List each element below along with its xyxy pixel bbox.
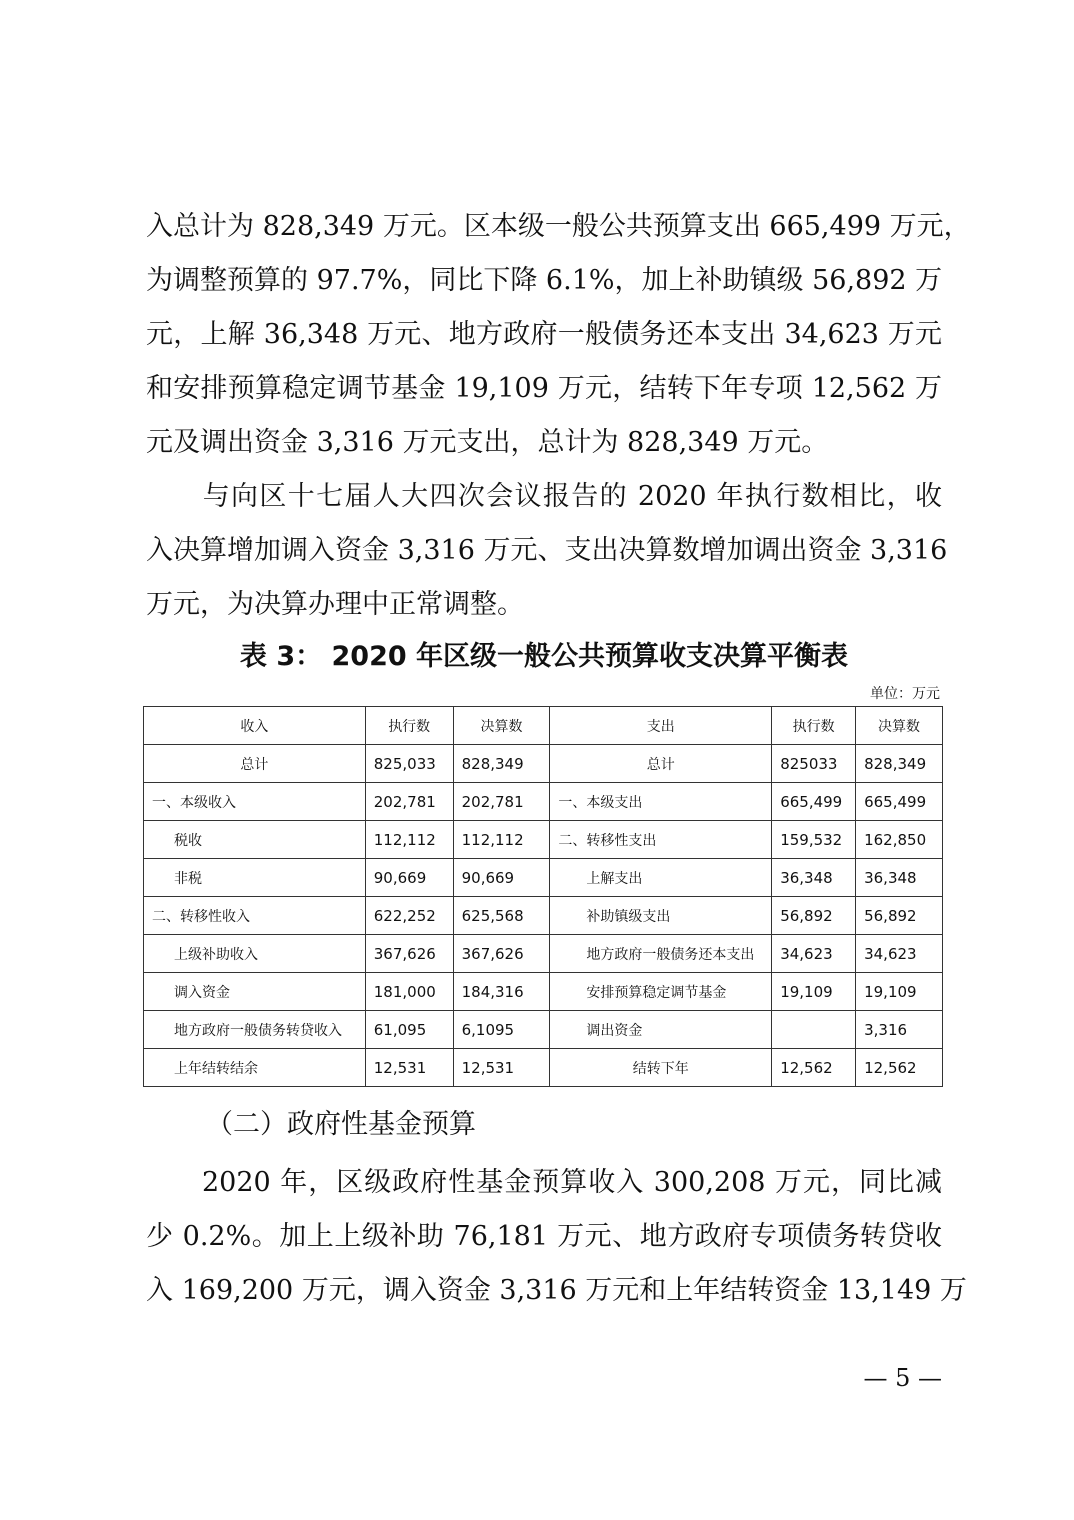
table-cell: 90,669 <box>365 859 453 897</box>
table-cell: 36,348 <box>772 859 856 897</box>
table-title: 表 3： 2020 年区级一般公共预算收支决算平衡表 <box>239 641 849 672</box>
table-cell: 地方政府一般债务转贷收入 <box>144 1011 366 1049</box>
header-cell: 收入 <box>144 707 366 745</box>
table-cell: 12,531 <box>453 1049 550 1087</box>
table-cell: 828,349 <box>453 745 550 783</box>
table-cell: 补助镇级支出 <box>550 897 772 935</box>
header-cell: 决算数 <box>453 707 550 745</box>
table-cell: 3,316 <box>856 1011 943 1049</box>
table-cell: 上级补助收入 <box>144 935 366 973</box>
table-cell: 12,562 <box>856 1049 943 1087</box>
table-cell: 184,316 <box>453 973 550 1011</box>
table-cell: 181,000 <box>365 973 453 1011</box>
paragraph-line: 元，上解 36,348 万元、地方政府一般债务还本支出 34,623 万元 <box>146 319 942 350</box>
table-cell: 625,568 <box>453 897 550 935</box>
table-cell: 12,531 <box>365 1049 453 1087</box>
table-cell: 调入资金 <box>144 973 366 1011</box>
table-cell: 34,623 <box>856 935 943 973</box>
paragraph-2 <box>146 470 948 632</box>
section-heading: （二）政府性基金预算 <box>206 1109 476 1140</box>
table-cell: 202,781 <box>453 783 550 821</box>
table-cell: 825033 <box>772 745 856 783</box>
table-row <box>144 897 943 935</box>
table-row <box>144 973 943 1011</box>
table-cell: 665,499 <box>772 783 856 821</box>
paragraph-line: 元及调出资金 3,316 万元支出，总计为 828,349 万元。 <box>146 427 829 458</box>
paragraph-line: 入 169,200 万元，调入资金 3,316 万元和上年结转资金 13,149 万 <box>146 1275 967 1306</box>
paragraph-line: 与向区十七届人大四次会议报告的 2020 年执行数相比，收 <box>146 481 942 512</box>
table-cell: 总计 <box>550 745 772 783</box>
table-row <box>144 783 943 821</box>
table-row <box>144 1011 943 1049</box>
table-cell: 安排预算稳定调节基金 <box>550 973 772 1011</box>
table-row <box>144 1049 943 1087</box>
page-number: — 5 — <box>863 1364 942 1392</box>
table-cell: 61,095 <box>365 1011 453 1049</box>
table-row <box>144 745 943 783</box>
table-cell: 367,626 <box>365 935 453 973</box>
table-cell: 622,252 <box>365 897 453 935</box>
table-cell: 上解支出 <box>550 859 772 897</box>
header-cell: 执行数 <box>772 707 856 745</box>
paragraph-line: 万元，为决算办理中正常调整。 <box>146 589 524 620</box>
table-cell: 调出资金 <box>550 1011 772 1049</box>
paragraph-1 <box>146 200 971 470</box>
paragraph-line: 入决算增加调入资金 3,316 万元、支出决算数增加调出资金 3,316 <box>146 535 948 566</box>
table-row <box>144 859 943 897</box>
paragraph-line: 为调整预算的 97.7%，同比下降 6.1%，加上补助镇级 56,892 万 <box>146 265 943 296</box>
table-cell: 825,033 <box>365 745 453 783</box>
table-cell: 34,623 <box>772 935 856 973</box>
table-cell: 367,626 <box>453 935 550 973</box>
table-header-row <box>144 707 943 745</box>
table-cell: 112,112 <box>453 821 550 859</box>
table-cell: 19,109 <box>856 973 943 1011</box>
header-cell: 执行数 <box>365 707 453 745</box>
table-cell: 一、本级支出 <box>550 783 772 821</box>
table-cell: 总计 <box>144 745 366 783</box>
table-cell: 828,349 <box>856 745 943 783</box>
table-cell: 90,669 <box>453 859 550 897</box>
header-cell: 支出 <box>550 707 772 745</box>
table-row <box>144 935 943 973</box>
table-cell: 一、本级收入 <box>144 783 366 821</box>
paragraph-line: 和安排预算稳定调节基金 19,109 万元，结转下年专项 12,562 万 <box>146 373 942 404</box>
table-cell: 非税 <box>144 859 366 897</box>
table-cell: 162,850 <box>856 821 943 859</box>
budget-balance-table <box>143 706 943 1087</box>
table-cell: 结转下年 <box>550 1049 772 1087</box>
table-cell: 二、转移性支出 <box>550 821 772 859</box>
table-cell: 36,348 <box>856 859 943 897</box>
table-cell: 上年结转结余 <box>144 1049 366 1087</box>
table-cell: 56,892 <box>856 897 943 935</box>
table-cell: 19,109 <box>772 973 856 1011</box>
header-cell: 决算数 <box>856 707 943 745</box>
table-row <box>144 821 943 859</box>
table-cell: 56,892 <box>772 897 856 935</box>
paragraph-line: 少 0.2%。加上上级补助 76,181 万元、地方政府专项债务转贷收 <box>146 1221 942 1252</box>
table-cell: 12,562 <box>772 1049 856 1087</box>
table-cell: 665,499 <box>856 783 943 821</box>
table-cell: 地方政府一般债务还本支出 <box>550 935 772 973</box>
table-cell <box>772 1011 856 1049</box>
paragraph-line: 入总计为 828,349 万元。区本级一般公共预算支出 665,499 万元， <box>146 211 971 242</box>
table-unit: 单位：万元 <box>870 686 940 702</box>
paragraph-line: 2020 年，区级政府性基金预算收入 300,208 万元，同比减 <box>146 1167 942 1198</box>
table-cell: 159,532 <box>772 821 856 859</box>
table-cell: 二、转移性收入 <box>144 897 366 935</box>
table-cell: 112,112 <box>365 821 453 859</box>
table-cell: 税收 <box>144 821 366 859</box>
paragraph-3 <box>146 1156 967 1318</box>
table-cell: 6,1095 <box>453 1011 550 1049</box>
table-cell: 202,781 <box>365 783 453 821</box>
